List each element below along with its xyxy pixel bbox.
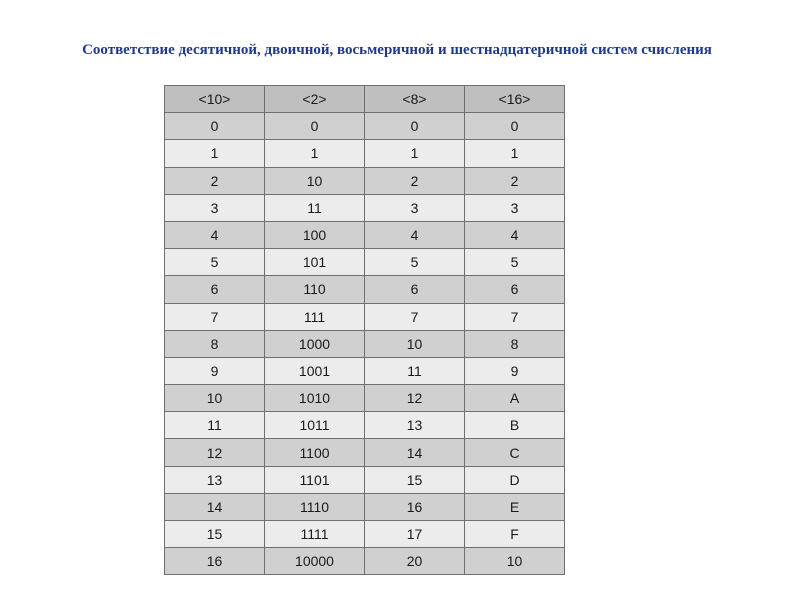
cell-binary: 1100 xyxy=(265,439,365,466)
cell-binary: 111 xyxy=(265,303,365,330)
cell-decimal: 7 xyxy=(165,303,265,330)
cell-decimal: 13 xyxy=(165,466,265,493)
cell-decimal: 12 xyxy=(165,439,265,466)
cell-binary: 1000 xyxy=(265,330,365,357)
cell-decimal: 4 xyxy=(165,221,265,248)
table-row xyxy=(165,113,565,140)
table-row xyxy=(165,330,565,357)
cell-decimal: 9 xyxy=(165,357,265,384)
header-hexadecimal: <16> xyxy=(465,86,565,113)
cell-octal: 20 xyxy=(365,548,465,575)
cell-binary: 10000 xyxy=(265,548,365,575)
cell-octal: 3 xyxy=(365,194,465,221)
cell-decimal: 8 xyxy=(165,330,265,357)
cell-decimal: 14 xyxy=(165,493,265,520)
cell-hexadecimal: A xyxy=(465,385,565,412)
header-octal: <8> xyxy=(365,86,465,113)
table-row xyxy=(165,221,565,248)
cell-decimal: 3 xyxy=(165,194,265,221)
cell-binary: 1111 xyxy=(265,521,365,548)
cell-octal: 2 xyxy=(365,167,465,194)
header-decimal: <10> xyxy=(165,86,265,113)
cell-binary: 101 xyxy=(265,249,365,276)
cell-decimal: 10 xyxy=(165,385,265,412)
cell-octal: 1 xyxy=(365,140,465,167)
cell-decimal: 16 xyxy=(165,548,265,575)
cell-hexadecimal: C xyxy=(465,439,565,466)
cell-binary: 1001 xyxy=(265,357,365,384)
cell-binary: 1 xyxy=(265,140,365,167)
table-row xyxy=(165,167,565,194)
cell-binary: 100 xyxy=(265,221,365,248)
cell-octal: 15 xyxy=(365,466,465,493)
header-binary: <2> xyxy=(265,86,365,113)
cell-octal: 17 xyxy=(365,521,465,548)
cell-decimal: 6 xyxy=(165,276,265,303)
table-row xyxy=(165,548,565,575)
table-row xyxy=(165,521,565,548)
page-title: Соответствие десятичной, двоичной, восьмеричной и шестнадцатеричной систем счисления xyxy=(82,42,712,58)
table-row xyxy=(165,439,565,466)
cell-hexadecimal: 8 xyxy=(465,330,565,357)
table-body xyxy=(165,113,565,575)
table-row xyxy=(165,194,565,221)
table-header xyxy=(165,86,565,113)
cell-binary: 1101 xyxy=(265,466,365,493)
cell-hexadecimal: B xyxy=(465,412,565,439)
table-row xyxy=(165,276,565,303)
cell-octal: 6 xyxy=(365,276,465,303)
cell-decimal: 11 xyxy=(165,412,265,439)
table-row xyxy=(165,249,565,276)
table-row xyxy=(165,357,565,384)
cell-octal: 16 xyxy=(365,493,465,520)
cell-decimal: 15 xyxy=(165,521,265,548)
cell-decimal: 5 xyxy=(165,249,265,276)
cell-octal: 0 xyxy=(365,113,465,140)
cell-hexadecimal: 10 xyxy=(465,548,565,575)
cell-hexadecimal: 1 xyxy=(465,140,565,167)
cell-octal: 7 xyxy=(365,303,465,330)
cell-binary: 1011 xyxy=(265,412,365,439)
cell-hexadecimal: 4 xyxy=(465,221,565,248)
cell-octal: 4 xyxy=(365,221,465,248)
cell-octal: 14 xyxy=(365,439,465,466)
table-row xyxy=(165,303,565,330)
cell-octal: 10 xyxy=(365,330,465,357)
cell-octal: 5 xyxy=(365,249,465,276)
cell-hexadecimal: 9 xyxy=(465,357,565,384)
cell-binary: 10 xyxy=(265,167,365,194)
cell-hexadecimal: 2 xyxy=(465,167,565,194)
cell-decimal: 1 xyxy=(165,140,265,167)
cell-binary: 0 xyxy=(265,113,365,140)
cell-hexadecimal: 6 xyxy=(465,276,565,303)
cell-octal: 11 xyxy=(365,357,465,384)
table-row xyxy=(165,412,565,439)
header-row xyxy=(165,86,565,113)
cell-binary: 110 xyxy=(265,276,365,303)
cell-hexadecimal: E xyxy=(465,493,565,520)
cell-hexadecimal: 3 xyxy=(465,194,565,221)
cell-octal: 13 xyxy=(365,412,465,439)
cell-hexadecimal: 7 xyxy=(465,303,565,330)
cell-binary: 1110 xyxy=(265,493,365,520)
table-row xyxy=(165,466,565,493)
number-systems-table xyxy=(164,85,565,575)
cell-binary: 11 xyxy=(265,194,365,221)
cell-hexadecimal: 5 xyxy=(465,249,565,276)
cell-hexadecimal: D xyxy=(465,466,565,493)
table-row xyxy=(165,385,565,412)
cell-hexadecimal: 0 xyxy=(465,113,565,140)
table-row xyxy=(165,493,565,520)
cell-decimal: 0 xyxy=(165,113,265,140)
cell-hexadecimal: F xyxy=(465,521,565,548)
cell-decimal: 2 xyxy=(165,167,265,194)
table-row xyxy=(165,140,565,167)
cell-binary: 1010 xyxy=(265,385,365,412)
cell-octal: 12 xyxy=(365,385,465,412)
